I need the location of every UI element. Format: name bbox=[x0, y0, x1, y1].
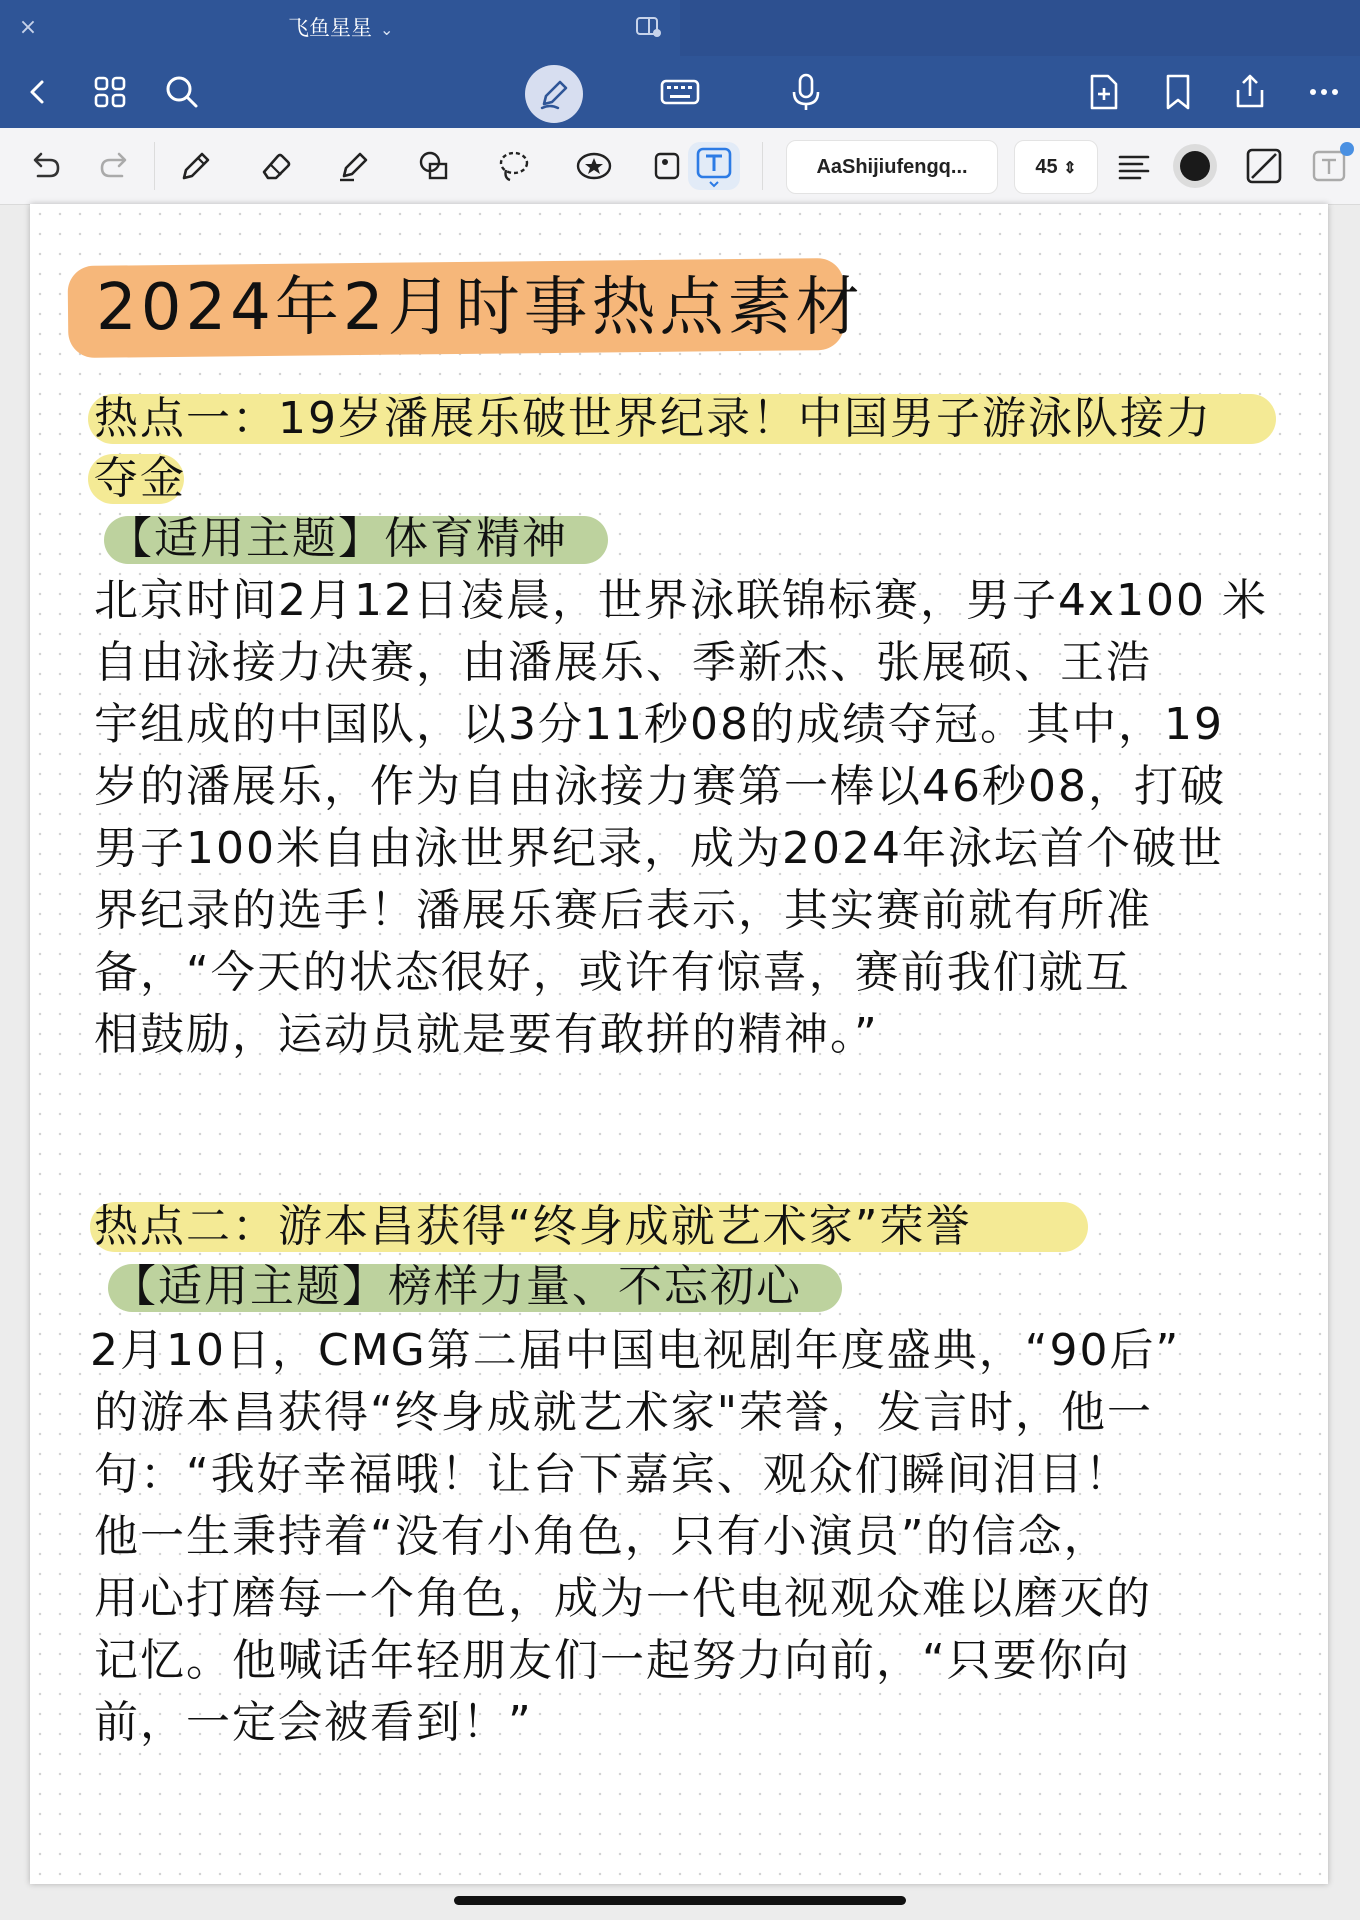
hot2-theme: 【适用主题】榜样力量、不忘初心 bbox=[112, 1261, 802, 1312]
hot2-body-line: 前，一定会被看到！” bbox=[94, 1697, 533, 1748]
hot1-theme: 【适用主题】体育精神 bbox=[108, 513, 568, 564]
keyboard-icon[interactable] bbox=[658, 70, 702, 114]
hot1-title-line: 热点一：19岁潘展乐破世界纪录！中国男子游泳队接力 bbox=[94, 393, 1212, 444]
search-icon[interactable] bbox=[160, 70, 204, 114]
text-tool-icon bbox=[688, 142, 740, 190]
pen-mode-button[interactable] bbox=[525, 65, 583, 123]
microphone-icon[interactable] bbox=[784, 70, 828, 114]
lasso-icon[interactable] bbox=[494, 146, 534, 186]
grid-icon[interactable] bbox=[88, 70, 132, 114]
chevron-down-icon: ⌄ bbox=[380, 20, 394, 39]
font-size-value: 45 bbox=[1035, 156, 1058, 178]
hot1-body-line: 相鼓励，运动员就是要有敢拼的精神。” bbox=[94, 1009, 879, 1060]
hot2-body-line: 记忆。他喊话年轻朋友们一起努力向前，“只要你向 bbox=[94, 1635, 1131, 1686]
hot1-body-line: 岁的潘展乐，作为自由泳接力赛第一棒以46秒08，打破 bbox=[94, 761, 1226, 812]
hot2-title: 热点二：游本昌获得“终身成就艺术家”荣誉 bbox=[94, 1201, 972, 1252]
hot2-body-line: 用心打磨每一个角色，成为一代电视观众难以磨灭的 bbox=[94, 1573, 1152, 1624]
hot1-body-line: 备，“今天的状态很好，或许有惊喜，赛前我们就互 bbox=[94, 947, 1131, 998]
home-indicator[interactable] bbox=[454, 1896, 906, 1905]
secondary-title-area bbox=[680, 0, 1360, 56]
undo-icon[interactable] bbox=[24, 146, 64, 186]
notification-badge bbox=[1340, 142, 1354, 156]
tool-strip bbox=[0, 128, 1360, 205]
text-color-picker[interactable] bbox=[1173, 144, 1217, 188]
stepper-chevron-icon: ⇕ bbox=[1063, 160, 1077, 177]
split-view-icon[interactable] bbox=[636, 16, 662, 38]
divider bbox=[762, 142, 763, 190]
title-bar bbox=[0, 0, 1360, 56]
hot1-body-line: 男子100米自由泳世界纪录，成为2024年泳坛首个破世 bbox=[94, 823, 1224, 874]
highlighter-icon[interactable] bbox=[334, 146, 374, 186]
document-title-text: 飞鱼星星 bbox=[288, 16, 372, 40]
more-icon[interactable] bbox=[1302, 70, 1346, 114]
redo-icon[interactable] bbox=[96, 146, 136, 186]
pen-tool-icon[interactable] bbox=[176, 146, 216, 186]
divider bbox=[154, 142, 155, 190]
text-tool-button[interactable] bbox=[688, 142, 740, 190]
shapes-icon[interactable] bbox=[414, 146, 454, 186]
text-align-icon[interactable] bbox=[1114, 146, 1154, 186]
chevron-left-icon[interactable] bbox=[16, 70, 60, 114]
main-toolbar bbox=[0, 56, 1360, 128]
hot1-body-line: 北京时间2月12日凌晨，世界泳联锦标赛，男子4x100 米 bbox=[94, 575, 1268, 626]
document-title[interactable] bbox=[288, 14, 393, 44]
font-family-selector[interactable]: AaShijiufengq... bbox=[786, 140, 998, 194]
hot1-title-line: 夺金 bbox=[94, 453, 186, 504]
color-swatch bbox=[1180, 151, 1210, 181]
eraser-icon[interactable] bbox=[256, 146, 296, 186]
image-icon[interactable] bbox=[652, 146, 682, 186]
note-title: 2024年2月时事热点素材 bbox=[96, 271, 864, 345]
add-page-icon[interactable] bbox=[1082, 70, 1126, 114]
close-icon[interactable]: × bbox=[18, 15, 38, 40]
hot2-body-line: 句：“我好幸福哦！让台下嘉宾、观众们瞬间泪目！ bbox=[94, 1449, 1131, 1500]
pen-icon bbox=[536, 76, 572, 112]
hot2-body-line: 他一生秉持着“没有小角色，只有小演员”的信念， bbox=[94, 1511, 1110, 1562]
hot1-body-line: 界纪录的选手！潘展乐赛后表示，其实赛前就有所准 bbox=[94, 885, 1152, 936]
hot1-body-line: 自由泳接力决赛，由潘展乐、季新杰、张展硕、王浩 bbox=[94, 637, 1152, 688]
hot1-body-line: 宇组成的中国队，以3分11秒08的成绩夺冠。其中，19 bbox=[94, 699, 1224, 750]
font-size-stepper[interactable] bbox=[1014, 140, 1098, 194]
sticker-icon[interactable] bbox=[574, 146, 614, 186]
share-icon[interactable] bbox=[1228, 70, 1272, 114]
text-box-style-icon[interactable] bbox=[1244, 146, 1284, 186]
hot2-body-line: 2月10日，CMG第二届中国电视剧年度盛典，“90后” bbox=[90, 1325, 1181, 1376]
hot2-body-line: 的游本昌获得“终身成就艺术家"荣誉，发言时，他一 bbox=[94, 1387, 1154, 1438]
bookmark-icon[interactable] bbox=[1156, 70, 1200, 114]
